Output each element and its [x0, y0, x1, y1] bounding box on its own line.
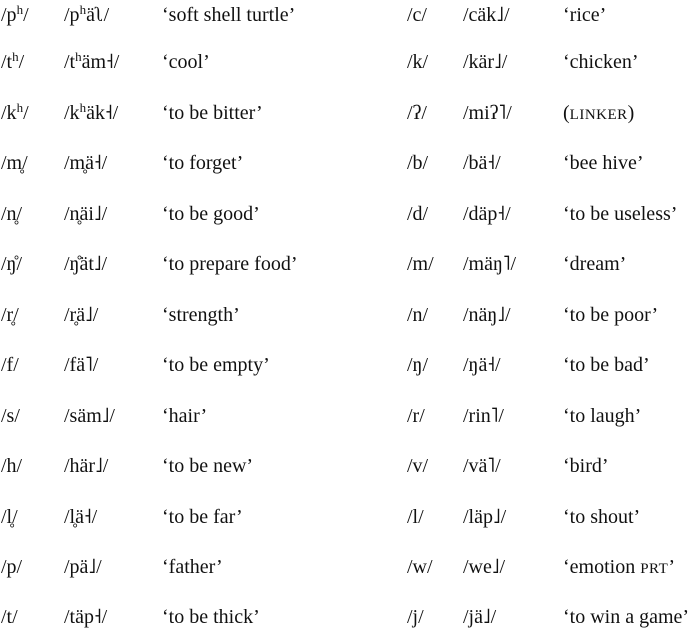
gloss: ‘to be new’ — [162, 455, 254, 477]
table-row — [0, 47, 697, 77]
gloss: ‘hair’ — [162, 405, 208, 427]
gloss: ‘to be thick’ — [162, 606, 260, 628]
example-form: /säm˩/ — [64, 405, 115, 427]
phoneme: /j/ — [407, 606, 424, 628]
table-row — [0, 552, 697, 582]
table-row — [0, 148, 697, 178]
example-form: /rin˥/ — [463, 405, 504, 427]
phoneme: /h/ — [1, 455, 23, 477]
gloss: ‘bee hive’ — [563, 152, 644, 174]
phoneme: /l/ — [407, 506, 424, 528]
phoneme: $/k^h/$ — [1, 100, 29, 124]
small-caps-label: PRT — [640, 561, 669, 577]
gloss: (LINKER) — [563, 102, 635, 124]
gloss: ‘to be useless’ — [563, 203, 678, 225]
gloss: ‘to laugh’ — [563, 405, 642, 427]
table-row — [0, 502, 697, 532]
phoneme: /k/ — [407, 51, 429, 73]
phoneme: /n̥/ — [1, 203, 23, 225]
example-form: /n̥äi˩/ — [64, 203, 108, 225]
gloss: ‘to be poor’ — [563, 304, 659, 326]
gloss: ‘rice’ — [563, 4, 607, 26]
phoneme: /l̥/ — [1, 506, 18, 528]
table-row — [0, 300, 697, 330]
phoneme: /b/ — [407, 152, 429, 174]
example-form: /kär˩/ — [463, 51, 508, 73]
example-form: /m̥ä˧/ — [64, 152, 108, 174]
phoneme: /m/ — [407, 253, 434, 275]
example-form: /bä˧/ — [463, 152, 501, 174]
example-form: /cäk˩/ — [463, 4, 510, 26]
example-form: /pä˩/ — [64, 556, 102, 578]
phoneme: /c/ — [407, 4, 427, 26]
gloss: ‘to be good’ — [162, 203, 260, 225]
phoneme: /m̥/ — [1, 152, 28, 174]
gloss: ‘to be empty’ — [162, 354, 270, 376]
example-form: /mäŋ˥/ — [463, 253, 517, 275]
phoneme: /ʔ/ — [407, 102, 427, 124]
gloss: ‘to prepare food’ — [162, 253, 298, 275]
table-row — [0, 602, 697, 632]
gloss: ‘dream’ — [563, 253, 627, 275]
phoneme: /r̥/ — [1, 304, 19, 326]
example-form: /ŋ̊ät˩/ — [64, 253, 108, 275]
table-row — [0, 98, 697, 128]
phoneme: /v/ — [407, 455, 429, 477]
table-row — [0, 401, 697, 431]
example-form: /här˩/ — [64, 455, 109, 477]
gloss: ‘to shout’ — [563, 506, 641, 528]
gloss: ‘soft shell turtle’ — [162, 4, 296, 26]
small-caps-label: LINKER — [569, 107, 628, 123]
gloss: ‘strength’ — [162, 304, 240, 326]
gloss: ‘father’ — [162, 556, 223, 578]
gloss: ‘to be bitter’ — [162, 102, 263, 124]
phoneme: /ŋ/ — [407, 354, 429, 376]
example-form: /miʔ˥/ — [463, 102, 512, 124]
example-form: $/t^häm˧/$ — [64, 49, 120, 73]
gloss: ‘to forget’ — [162, 152, 244, 174]
example-form: /läp˩/ — [463, 506, 507, 528]
example-form: /däp˧/ — [463, 203, 511, 225]
phoneme: /d/ — [407, 203, 429, 225]
phoneme: /f/ — [1, 354, 19, 376]
phoneme: /ŋ̊/ — [1, 253, 23, 275]
example-form: /r̥ä˩/ — [64, 304, 99, 326]
table-row — [0, 0, 697, 30]
phoneme: $/t^h/$ — [1, 49, 25, 73]
example-form: /vä˥/ — [463, 455, 501, 477]
gloss: ‘chicken’ — [563, 51, 639, 73]
gloss: ‘bird’ — [563, 455, 609, 477]
gloss: ‘to be bad’ — [563, 354, 650, 376]
phoneme: $/p^h/$ — [1, 2, 29, 26]
phoneme: /n/ — [407, 304, 429, 326]
gloss: ‘to win a game’ — [563, 606, 690, 628]
phoneme: /p/ — [1, 556, 23, 578]
example-form: /jä˩/ — [463, 606, 497, 628]
example-form: $/p^häʅ/$ — [64, 2, 110, 26]
table-row — [0, 451, 697, 481]
example-form: $/k^häk˧/$ — [64, 100, 119, 124]
table-row — [0, 249, 697, 279]
table-row — [0, 350, 697, 380]
gloss: ‘to be far’ — [162, 506, 243, 528]
example-form: /ŋä˧/ — [463, 354, 501, 376]
example-form: /täp˧/ — [64, 606, 108, 628]
phoneme: /s/ — [1, 405, 20, 427]
example-form: /l̥ä˧/ — [64, 506, 98, 528]
gloss: ‘cool’ — [162, 51, 210, 73]
example-form: /fä˥/ — [64, 354, 99, 376]
phoneme: /r/ — [407, 405, 425, 427]
phoneme: /t/ — [1, 606, 18, 628]
gloss: ‘emotion PRT’ — [563, 556, 675, 578]
table-row — [0, 199, 697, 229]
example-form: /näŋ˩/ — [463, 304, 511, 326]
example-form: /we˩/ — [463, 556, 506, 578]
phoneme: /w/ — [407, 556, 433, 578]
